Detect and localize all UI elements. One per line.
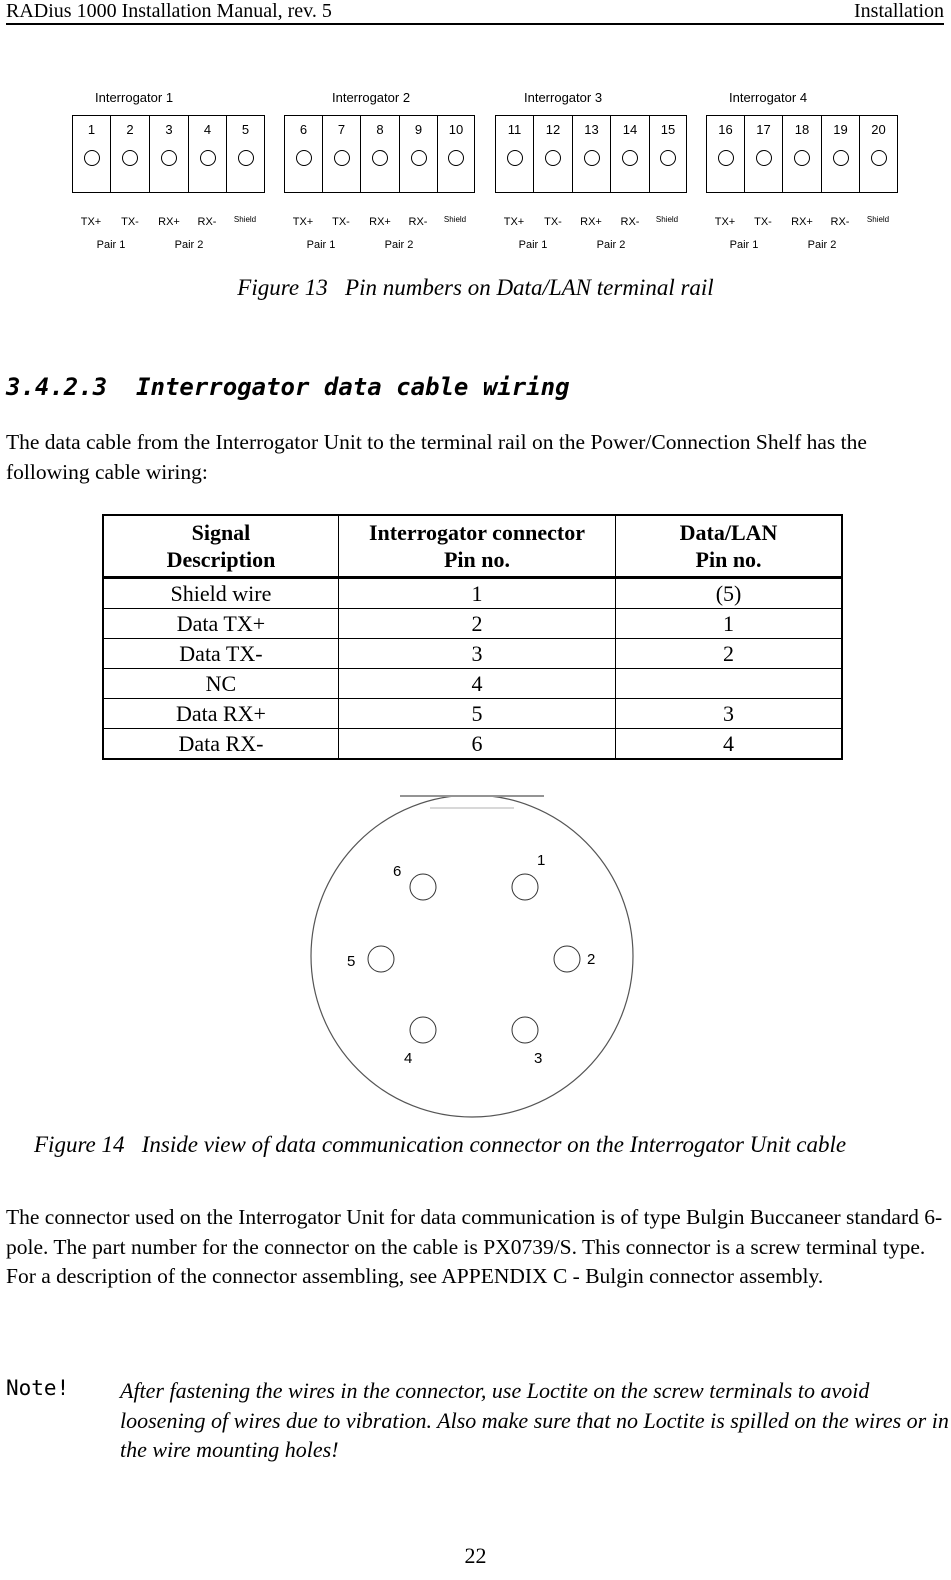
interrogator-group-1: [72, 84, 265, 254]
pin-hole-icon: [368, 946, 394, 972]
pin-label: 6: [393, 863, 402, 880]
pin-number: 11: [507, 122, 522, 137]
signal-label: Shield: [233, 215, 257, 224]
terminal-cell: [534, 116, 573, 192]
signal-label: Shield: [655, 215, 679, 224]
pin-hole-icon: [410, 874, 436, 900]
table-cell: 6: [338, 729, 615, 760]
pin-hole-icon: [512, 1017, 538, 1043]
pair-label: Pair 1: [96, 239, 126, 251]
screw-hole-icon: [238, 150, 254, 166]
note-text: After fastening the wires in the connector, use Loctite on the screw terminals to avoid loosening of wires due to vibration. Also make sure that no Loctite is spilled on the wires or in the wire mounting holes!: [120, 1378, 949, 1462]
pin-label: 5: [347, 953, 356, 970]
table-cell: 4: [338, 669, 615, 699]
signal-label: RX-: [408, 216, 428, 228]
header-title: RADius 1000 Installation Manual, rev. 5: [6, 0, 332, 22]
table-cell: [616, 669, 842, 699]
pin-number: 20: [871, 122, 886, 137]
terminal-block: [495, 115, 687, 193]
terminal-cell: [323, 116, 361, 192]
pin-number: 19: [833, 122, 848, 137]
screw-hole-icon: [718, 150, 734, 166]
terminal-cell: [111, 116, 150, 192]
table-cell: 1: [338, 578, 615, 609]
pin-number: 13: [584, 122, 599, 137]
table-cell: (5): [616, 578, 842, 609]
pin-label: 4: [404, 1050, 413, 1067]
page-number: 22: [464, 1543, 487, 1568]
pin-number: 1: [87, 122, 96, 137]
connector-diagram: [300, 790, 645, 1125]
terminal-cell: [361, 116, 400, 192]
terminal-cell: [650, 116, 686, 192]
table-cell: 3: [616, 699, 842, 729]
screw-hole-icon: [372, 150, 388, 166]
terminal-cell: [150, 116, 189, 192]
signal-label: RX-: [197, 216, 217, 228]
pin-number: 5: [241, 122, 250, 137]
terminal-cell: [822, 116, 860, 192]
interrogator-group-2: [284, 84, 475, 254]
terminal-cell: [189, 116, 227, 192]
table-header-row: [103, 515, 842, 578]
terminal-rail-figure: [0, 0, 951, 270]
pair-label: Pair 1: [518, 239, 548, 251]
terminal-cell: [783, 116, 822, 192]
interrogator-label: Interrogator 4: [729, 90, 808, 105]
pair-label: Pair 2: [174, 239, 204, 251]
terminal-cell: [573, 116, 611, 192]
connector-paragraph: The connector used on the Interrogator Unit for data communication is of type Bulgin Buccaneer standard 6-pole. The part number for the connector on the cable is PX0739/S. This connector is a screw terminal type. For a description of the connector assembling, see APPENDIX C - Bulgin connector assembly.: [6, 1205, 943, 1288]
table-row: [103, 669, 842, 699]
column-header: Data/LAN Pin no.: [616, 515, 842, 578]
terminal-cell: [707, 116, 745, 192]
pin-number: 14: [622, 122, 638, 137]
pin-hole-icon: [410, 1017, 436, 1043]
terminal-cell: [860, 116, 897, 192]
signal-label: TX+: [80, 216, 102, 228]
table-row: [103, 578, 842, 609]
signal-label: RX-: [830, 216, 850, 228]
figure-13-caption: Figure 13 Pin numbers on Data/LAN terminal rail: [237, 275, 714, 300]
note-label: Note!: [6, 1376, 70, 1400]
screw-hole-icon: [794, 150, 810, 166]
intro-paragraph: The data cable from the Interrogator Unit to the terminal rail on the Power/Connection Shelf has the following cable wiring:: [6, 430, 867, 484]
table-row: [103, 699, 842, 729]
terminal-cell: [400, 116, 438, 192]
screw-hole-icon: [871, 150, 887, 166]
pin-number: 10: [448, 122, 464, 137]
pin-number: 15: [660, 122, 676, 137]
screw-hole-icon: [545, 150, 561, 166]
terminal-block: [284, 115, 475, 193]
screw-hole-icon: [334, 150, 350, 166]
terminal-cell: [438, 116, 474, 192]
signal-label: Shield: [866, 215, 890, 224]
screw-hole-icon: [200, 150, 216, 166]
pin-number: 18: [794, 122, 810, 137]
screw-hole-icon: [660, 150, 676, 166]
table-cell: 2: [338, 609, 615, 639]
section-heading: 3.4.2.3 Interrogator data cable wiring: [6, 373, 570, 401]
table-cell: Data RX+: [103, 699, 338, 729]
pin-number: 3: [165, 122, 173, 137]
interrogator-group-4: [706, 84, 898, 254]
terminal-cell: [611, 116, 650, 192]
pin-number: 2: [126, 122, 134, 137]
pair-label: Pair 1: [306, 239, 336, 251]
pin-number: 8: [376, 122, 384, 137]
signal-label: TX-: [121, 216, 139, 228]
table-cell: 5: [338, 699, 615, 729]
table-row: [103, 609, 842, 639]
table-cell: Shield wire: [103, 578, 338, 609]
terminal-block: [72, 115, 265, 193]
pin-label: 2: [587, 951, 596, 968]
signal-label: TX-: [754, 216, 772, 228]
table-cell: 1: [616, 609, 842, 639]
header-section: Installation: [854, 0, 944, 22]
screw-hole-icon: [84, 150, 100, 166]
table-cell: Data TX+: [103, 609, 338, 639]
column-header: Signal Description: [103, 515, 338, 578]
signal-label: TX+: [714, 216, 736, 228]
table-cell: NC: [103, 669, 338, 699]
terminal-block: [706, 115, 898, 193]
signal-label: RX+: [369, 216, 391, 228]
pair-label: Pair 2: [384, 239, 414, 251]
screw-hole-icon: [507, 150, 523, 166]
table-cell: 3: [338, 639, 615, 669]
pin-number: 17: [756, 122, 771, 137]
table-cell: 4: [616, 729, 842, 760]
signal-label: TX-: [544, 216, 562, 228]
signal-label: RX+: [158, 216, 180, 228]
interrogator-label: Interrogator 1: [95, 90, 174, 105]
terminal-cell: [73, 116, 111, 192]
terminal-cell: [496, 116, 534, 192]
signal-label: TX-: [332, 216, 350, 228]
pair-label: Pair 2: [807, 239, 837, 251]
terminal-cell: [227, 116, 264, 192]
screw-hole-icon: [161, 150, 177, 166]
signal-label: TX+: [292, 216, 314, 228]
interrogator-label: Interrogator 3: [524, 90, 603, 105]
table-row: [103, 729, 842, 760]
table-row: [103, 639, 842, 669]
signal-label: TX+: [503, 216, 525, 228]
pin-number: 16: [718, 122, 733, 137]
table-cell: 2: [616, 639, 842, 669]
screw-hole-icon: [296, 150, 312, 166]
signal-label: RX+: [791, 216, 813, 228]
screw-hole-icon: [448, 150, 464, 166]
signal-label: Shield: [443, 215, 467, 224]
pin-number: 9: [414, 122, 423, 137]
pair-label: Pair 2: [596, 239, 626, 251]
screw-hole-icon: [756, 150, 772, 166]
pin-hole-icon: [512, 874, 538, 900]
signal-label: RX-: [620, 216, 640, 228]
pin-hole-icon: [554, 946, 580, 972]
pair-label: Pair 1: [729, 239, 759, 251]
screw-hole-icon: [411, 150, 427, 166]
figure-14-caption: Figure 14 Inside view of data communication connector on the Interrogator Unit cable: [34, 1132, 847, 1157]
interrogator-label: Interrogator 2: [332, 90, 411, 105]
table-cell: Data TX-: [103, 639, 338, 669]
screw-hole-icon: [622, 150, 638, 166]
pin-number: 6: [299, 122, 308, 137]
pin-label: 3: [534, 1050, 543, 1067]
screw-hole-icon: [833, 150, 849, 166]
screw-hole-icon: [584, 150, 600, 166]
signal-label: RX+: [580, 216, 602, 228]
wiring-table: [102, 514, 843, 760]
pin-label: 1: [537, 852, 546, 869]
interrogator-group-3: [495, 84, 687, 254]
pin-number: 12: [545, 122, 561, 137]
pin-number: 7: [337, 122, 346, 137]
column-header: Interrogator connector Pin no.: [338, 515, 615, 578]
screw-hole-icon: [122, 150, 138, 166]
table-cell: Data RX-: [103, 729, 338, 760]
connector-outline: [311, 795, 633, 1117]
terminal-cell: [745, 116, 783, 192]
pin-number: 4: [203, 122, 212, 137]
terminal-cell: [285, 116, 323, 192]
